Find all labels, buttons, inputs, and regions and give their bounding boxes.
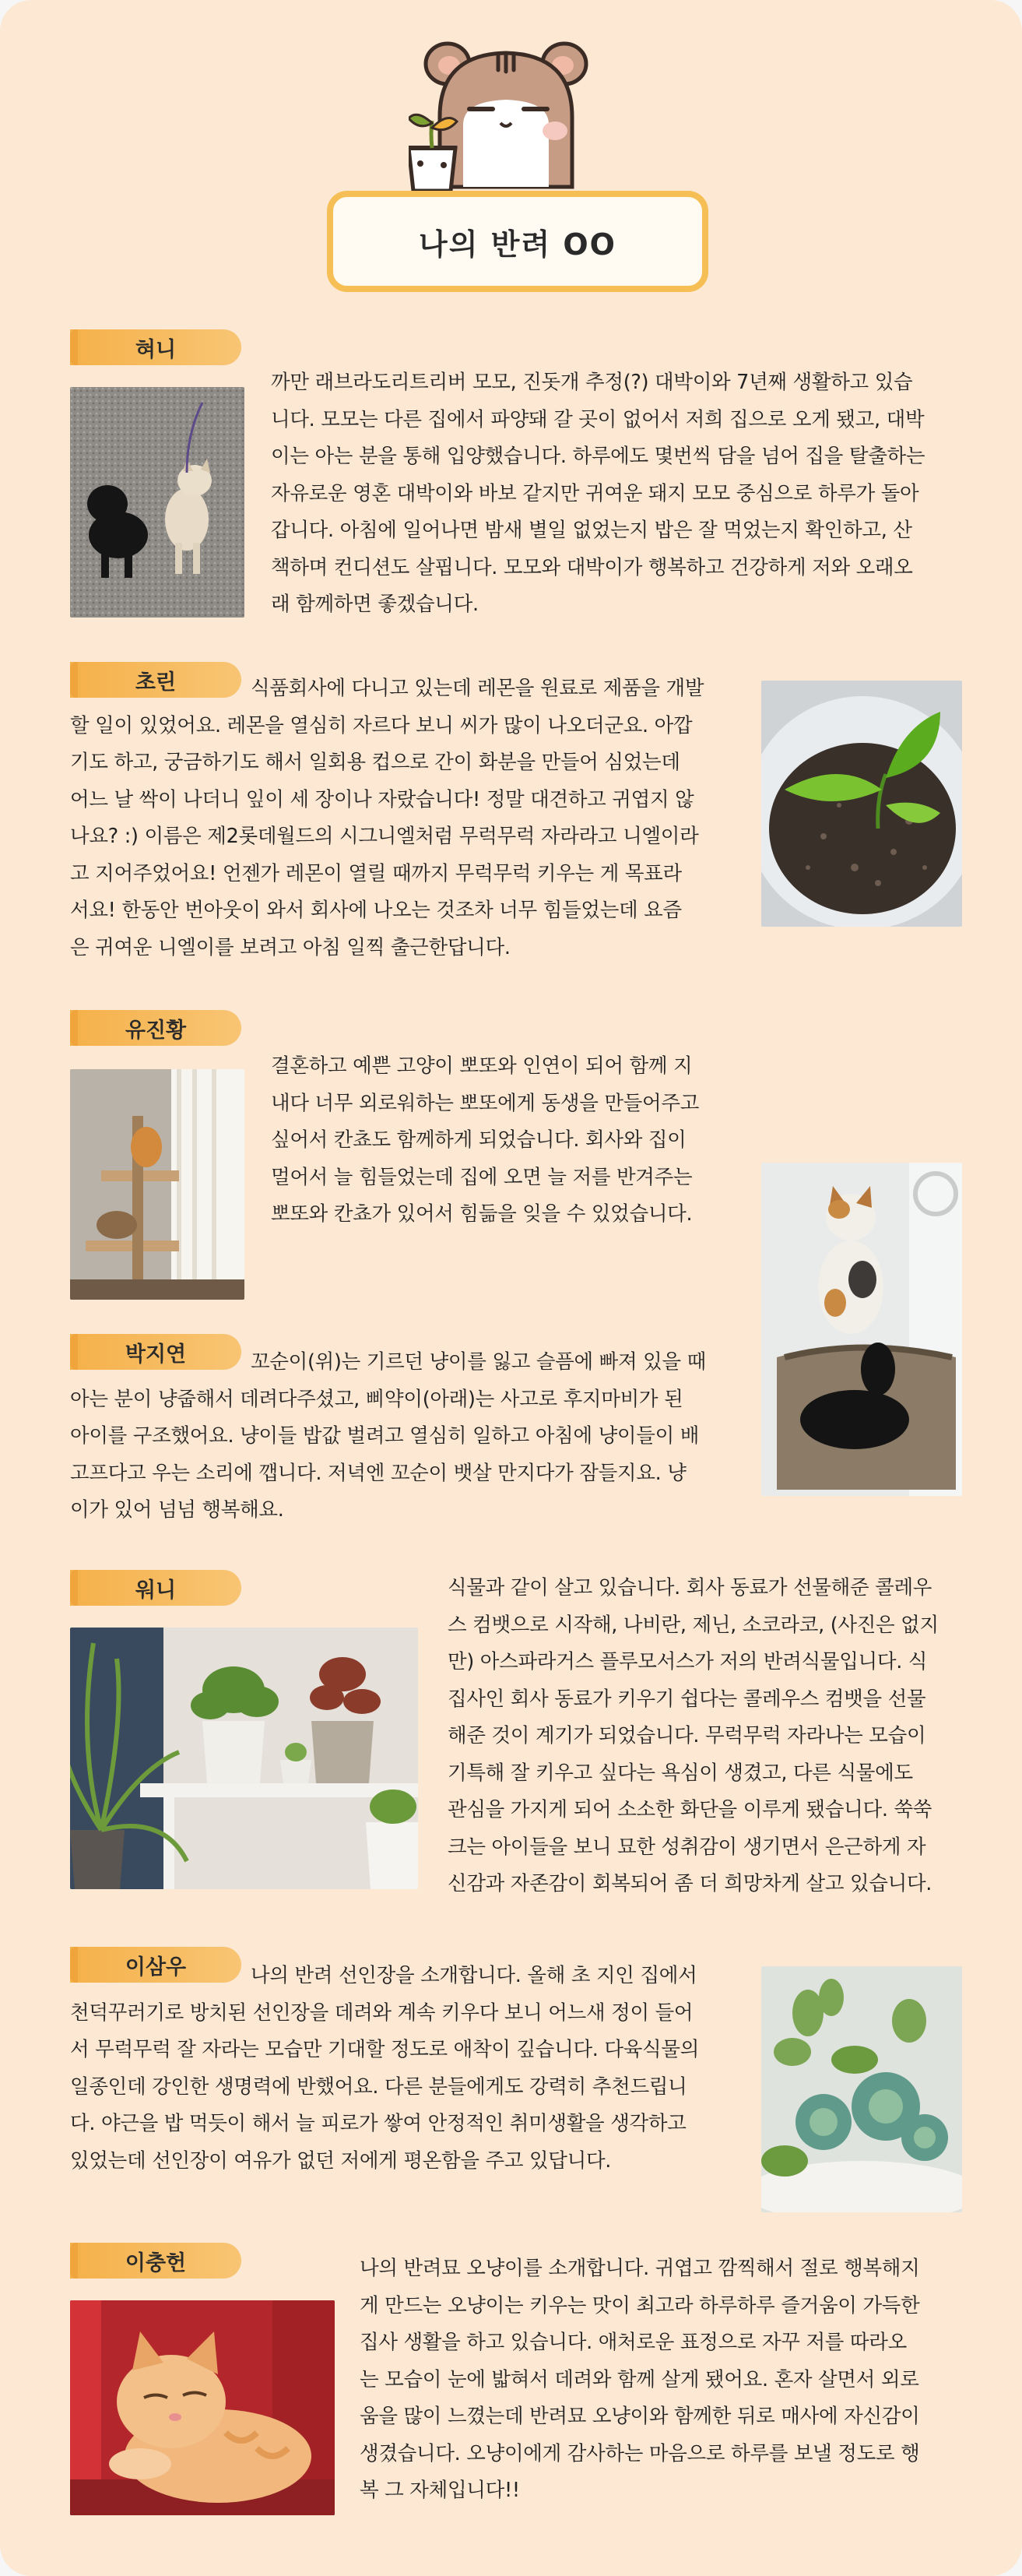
author-tag-yujinhwang bbox=[70, 1010, 241, 1046]
page-title: 나의 반려 OO bbox=[419, 227, 616, 262]
story-text-yujinhwang: 결혼하고 예쁜 고양이 뽀또와 인연이 되어 함께 지 내다 너무 외로워하는 뽀또에게 동생을 만들어주고 싶어서 칸쵸도 함께하게 되었습니다. 회사와 집이 멀어서 늘 힘들었는데 집에 오면 늘 저를 반겨주는 뽀또와 칸쵸가 있어서 힘듦을 잊을 수 있었습니다. bbox=[271, 1054, 700, 1226]
author-tag-ichungheon bbox=[70, 2243, 241, 2279]
hamster-mascot-icon bbox=[409, 31, 611, 199]
author-tag-woni bbox=[70, 1570, 241, 1606]
author-name: 박지연 bbox=[125, 1342, 187, 1367]
story-text-parkjiyeon-body: 꼬순이(위)는 기르던 냥이를 잃고 슬픔에 빠져 있을 때 아는 분이 냥줍해서 데려다주셨고, 삐약이(아래)는 사고로 후지마비가 된 아이를 구조했어요. 냥이들 밥값 벌려고 열심히 일하고 아침에 냥이들이 배 고프다고 우는 소리에 깹니다. 저녁엔 꼬순이 뱃살 만지다가 잠들지요. 냥 이가 있어 넘넘 행복해요. bbox=[70, 1350, 706, 1522]
photo-orange-cat bbox=[70, 2300, 335, 2515]
story-text-ichungheon: 나의 반려묘 오냥이를 소개합니다. 귀엽고 깜찍해서 절로 행복해지 게 만드는 오냥이는 키우는 맛이 최고라 하루하루 즐거움이 가득한 집사 생활을 하고 있습니다. 애처로운 표정으로 자꾸 저를 따라오 는 모습이 눈에 밟혀서 데려와 함께 살게 됐어요. 혼자 살면서 외로 움을 많이 느꼈는데 반려묘 오냥이와 함께한 뒤로 매사에 자신감이 생겼습니다. 오냥이에게 감사하는 마음으로 하루를 보낼 정도로 행 복 그 자체입니다!! bbox=[360, 2257, 920, 2502]
photo-lemon-sprout bbox=[761, 681, 962, 927]
story-text-woni: 식물과 같이 살고 있습니다. 회사 동료가 선물해준 콜레우 스 컴뱃으로 시작해, 나비란, 제닌, 소코라코, (사진은 없지 만) 아스파라거스 플루모서스가 저의 반려식물입니다. 식 집사인 회사 동료가 키우기 쉽다는 콜레우스 컴뱃을 선물 해준 것이 계기가 되었습니다. 무럭무럭 자라나는 모습이 기특해 잘 키우고 싶다는 욕심이 생겼고, 다른 식물에도 관심을 가지게 되어 소소한 화단을 이루게 됐습니다. 쑥쑥 크는 아이들을 보니 묘한 성취감이 생기면서 은근하게 자 신감과 자존감이 회복되어 좀 더 희망차게 살고 있습니다. bbox=[448, 1576, 939, 1895]
author-name: 초린 bbox=[135, 670, 177, 695]
photo-two-cats bbox=[761, 1163, 962, 1496]
photo-plants bbox=[70, 1628, 418, 1889]
story-text-isamu-body: 나의 반려 선인장을 소개합니다. 올해 초 지인 집에서 천덕꾸러기로 방치된 선인장을 데려와 계속 키우다 보니 어느새 정이 들어 서 무럭무럭 잘 자라는 모습만 기대할 정도로 애착이 깊습니다. 다육식물의 일종인데 강인한 생명력에 반했어요. 다른 분들에게도 강력히 추천드립니 다. 야근을 밥 먹듯이 해서 늘 피로가 쌓여 안정적인 취미생활을 생각하고 있었는데 선인장이 여유가 없던 저에게 평온함을 주고 있답니다. bbox=[70, 1964, 700, 2173]
story-text-chorin-body: 식품회사에 다니고 있는데 레몬을 원료로 제품을 개발 할 일이 있었어요. 레몬을 열심히 자르다 보니 씨가 많이 나오더군요. 아깝 기도 하고, 궁금하기도 해서 일회용 컵으로 간이 화분을 만들어 심었는데 어느 날 싹이 나더니 잎이 세 장이나 자랐습니다! 정말 대견하고 귀엽지 않 나요? :) 이름은 제2롯데월드의 시그니엘처럼 무럭무럭 자라라고 니엘이라 고 지어주었어요! 언젠가 레몬이 열릴 때까지 무럭무럭 키우는 게 목표라 서요! 한동안 번아웃이 와서 회사에 나오는 것조차 너무 힘들었는데 요즘 은 귀여운 니엘이를 보려고 아침 일찍 출근한답니다. bbox=[70, 677, 704, 959]
author-name: 워니 bbox=[135, 1578, 177, 1603]
author-name: 유진황 bbox=[125, 1018, 187, 1043]
story-text-chorin bbox=[70, 670, 738, 966]
author-name: 혀니 bbox=[135, 337, 177, 362]
page-title-box bbox=[327, 191, 708, 292]
author-name: 이삼우 bbox=[125, 1955, 187, 1980]
photo-dogs bbox=[70, 387, 244, 618]
story-text-hyeoni: 까만 래브라도리트리버 모모, 진돗개 추정(?) 대박이와 7년째 생활하고 있습 니다. 모모는 다른 집에서 파양돼 갈 곳이 없어서 저희 집으로 오게 됐고, 대박 이는 아는 분을 통해 입양했습니다. 하루에도 몇번씩 담을 넘어 집을 탈출하는 자유로운 영혼 대박이와 바보 같지만 귀여운 돼지 모모 중심으로 하루가 돌아 갑니다. 아침에 일어나면 밤새 별일 없었는지 밥은 잘 먹었는지 확인하고, 산 책하며 컨디션도 살핍니다. 모모와 대박이가 행복하고 건강하게 저와 오래오 래 함께하면 좋겠습니다. bbox=[271, 371, 925, 616]
photo-succulents bbox=[761, 1966, 962, 2212]
author-name: 이충헌 bbox=[125, 2250, 187, 2275]
photo-cat-tower bbox=[70, 1069, 244, 1300]
story-text-parkjiyeon bbox=[70, 1344, 738, 1529]
author-tag-hyeoni bbox=[70, 329, 241, 365]
story-text-isamu bbox=[70, 1958, 738, 2180]
